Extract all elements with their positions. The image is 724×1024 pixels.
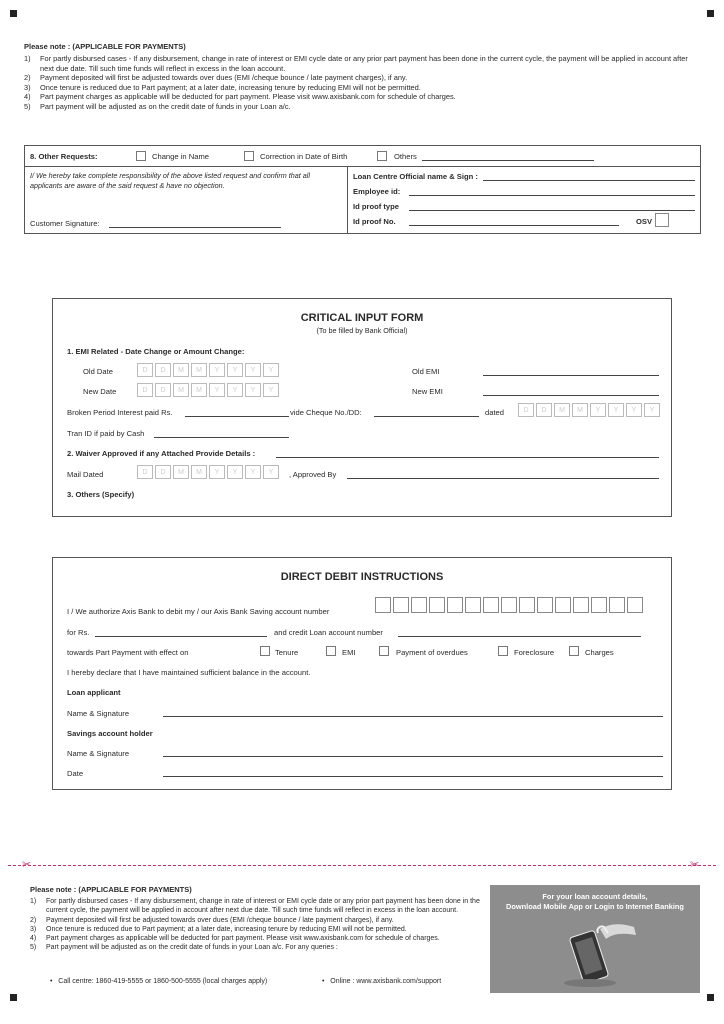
- customer-signature-label: Customer Signature:: [30, 219, 100, 228]
- payment-of-overdues-checkbox[interactable]: [379, 646, 389, 656]
- promo-line-1: For your loan account details,: [542, 892, 648, 901]
- towards-label: towards Part Payment with effect on: [67, 648, 189, 657]
- waiver-details-line[interactable]: [276, 457, 659, 458]
- registration-mark-top-left: [10, 10, 17, 17]
- osv-box[interactable]: [655, 213, 669, 227]
- dated-label: dated: [485, 408, 505, 417]
- old-date-field[interactable]: D D M M Y Y Y Y: [137, 363, 281, 377]
- payment-of-overdues-label: Payment of overdues: [396, 648, 468, 657]
- savings-holder-heading: Savings account holder: [67, 729, 153, 738]
- top-note-item: 1) For partly disbursed cases - If any disbursement, change in rate of interest or EMI cycle date or any prior part payment has been done in the current cycle, the payment will be applied in account after next due date. Till such time funds will reflect in excess in the loan account.: [24, 54, 688, 73]
- cheque-line[interactable]: [374, 416, 479, 417]
- correction-dob-checkbox[interactable]: [244, 151, 254, 161]
- bottom-note-item: 5) Part payment will be adjusted as on the credit date of funds in your Loan a/c. For any queries :: [30, 944, 338, 952]
- broken-period-line[interactable]: [185, 416, 289, 417]
- top-note-item: 5) Part payment will be adjusted as on the credit date of funds in your Loan a/c.: [24, 101, 291, 111]
- top-note-item: 4) Part payment charges as applicable will be deducted for part payment. Please visit www.axisbank.com for schedule of charges.: [24, 92, 456, 102]
- critical-form-title: CRITICAL INPUT FORM: [300, 312, 424, 324]
- scissors-right-icon: ✂: [690, 859, 700, 871]
- bottom-note-item: 4) Part payment charges as applicable will be deducted for part payment. Please visit www.axisbank.com for schedule of charges.: [30, 935, 440, 943]
- savings-holder-name-sign-line[interactable]: [163, 756, 663, 757]
- loan-applicant-name-sign-label: Name & Signature: [67, 709, 130, 718]
- employee-id-line[interactable]: [409, 195, 695, 196]
- direct-debit-box: [52, 557, 672, 790]
- top-notes: [24, 42, 696, 112]
- approved-by-line[interactable]: [347, 478, 659, 479]
- approved-by-label: , Approved By: [289, 470, 337, 479]
- phone-hand-icon: [552, 919, 642, 989]
- customer-signature-line[interactable]: [109, 227, 281, 228]
- bottom-notes-title: Please note : (APPLICABLE FOR PAYMENTS): [30, 885, 192, 894]
- bottom-note-item: 1) For partly disbursed cases - If any disbursement, change in rate of interest or EMI cycle date or any prior part payment has been done in the current cycle, the payment will be applied in account after next due date. Till such time funds will reflect in excess in the loan account.: [30, 898, 480, 915]
- old-emi-line[interactable]: [483, 375, 659, 376]
- date-label: Date: [67, 769, 84, 778]
- id-proof-no-line[interactable]: [409, 225, 619, 226]
- id-proof-type-line[interactable]: [409, 210, 695, 211]
- id-proof-no-label: Id proof No.: [353, 217, 396, 226]
- mail-date-field[interactable]: D D M M Y Y Y Y: [137, 465, 281, 479]
- cheque-date-field[interactable]: D D M M Y Y Y Y: [518, 403, 662, 417]
- new-emi-line[interactable]: [483, 395, 659, 396]
- emi-checkbox[interactable]: [326, 646, 336, 656]
- loan-account-line[interactable]: [398, 636, 641, 637]
- savings-account-number-field[interactable]: [375, 597, 645, 613]
- online-support-text: • Online : www.axisbank.com/support: [322, 978, 442, 985]
- loan-applicant-name-sign-line[interactable]: [163, 716, 663, 717]
- tran-id-label: Tran ID if paid by Cash: [67, 429, 145, 438]
- top-note-item: 3) Once tenure is reduced due to Part payment; at a later date, increasing tenure by reducing EMI will not be permitted.: [24, 82, 421, 92]
- new-date-label: New Date: [83, 387, 117, 396]
- change-in-name-checkbox[interactable]: [136, 151, 146, 161]
- registration-mark-bottom-left: [10, 994, 17, 1001]
- id-proof-type-label: Id proof type: [353, 202, 399, 211]
- charges-checkbox[interactable]: [569, 646, 579, 656]
- new-emi-label: New EMI: [412, 387, 443, 396]
- charges-label: Charges: [585, 648, 614, 657]
- top-notes-title: Please note : (APPLICABLE FOR PAYMENTS): [24, 42, 186, 51]
- cheque-label: vide Cheque No./DD:: [290, 408, 362, 417]
- loan-centre-official-label: Loan Centre Official name & Sign :: [353, 172, 478, 181]
- direct-debit-title: DIRECT DEBIT INSTRUCTIONS: [280, 571, 444, 583]
- emi-label: EMI: [342, 648, 356, 657]
- foreclosure-label: Foreclosure: [514, 648, 555, 657]
- employee-id-label: Employee id:: [353, 187, 401, 196]
- balance-declaration: I hereby declare that I have maintained sufficient balance in the account.: [67, 668, 311, 677]
- savings-holder-name-sign-label: Name & Signature: [67, 749, 130, 758]
- tran-id-line[interactable]: [154, 437, 289, 438]
- foreclosure-checkbox[interactable]: [498, 646, 508, 656]
- emi-related-heading: 1. EMI Related - Date Change or Amount Change:: [67, 347, 245, 356]
- critical-input-form: [52, 298, 672, 517]
- others-specify-heading: 3. Others (Specify): [67, 490, 135, 499]
- old-emi-label: Old EMI: [412, 367, 440, 376]
- declaration-text: I/ We hereby take complete responsibility of the above listed request and confirm that all applicants are aware of the said request & have no objection.: [30, 171, 310, 190]
- bottom-note-item: 2) Payment deposited will first be adjusted towards over dues (EMI /cheque bounce / late payment charges), if any.: [30, 916, 394, 924]
- mobile-app-promo: [490, 885, 700, 993]
- osv-label: OSV: [636, 217, 653, 226]
- others-label: Others: [394, 152, 417, 161]
- registration-mark-bottom-right: [707, 994, 714, 1001]
- other-requests-box: [24, 145, 701, 234]
- tenure-checkbox[interactable]: [260, 646, 270, 656]
- promo-line-2: Download Mobile App or Login to Internet Banking: [506, 901, 684, 911]
- bottom-notes-list: [30, 897, 480, 953]
- other-requests-label: 8. Other Requests:: [30, 152, 98, 161]
- broken-period-label: Broken Period Interest paid Rs.: [67, 408, 173, 417]
- loan-applicant-heading: Loan applicant: [67, 688, 121, 697]
- others-input-line[interactable]: [422, 160, 594, 161]
- date-line[interactable]: [163, 776, 663, 777]
- top-note-item: 2) Payment deposited will first be adjusted towards over dues (EMI /cheque bounce / late payment charges), if any.: [24, 73, 408, 83]
- new-date-field[interactable]: D D M M Y Y Y Y: [137, 383, 281, 397]
- waiver-heading: 2. Waiver Approved if any Attached Provide Details :: [67, 449, 256, 458]
- call-centre-text: • Call centre: 1860-419-5555 or 1860-500-5555 (local charges apply): [50, 978, 268, 985]
- old-date-label: Old Date: [83, 367, 113, 376]
- credit-loan-label: and credit Loan account number: [274, 628, 383, 637]
- others-checkbox[interactable]: [377, 151, 387, 161]
- critical-form-subtitle: (To be filled by Bank Official): [316, 326, 408, 335]
- top-notes-list: [24, 54, 696, 112]
- authorize-text: I / We authorize Axis Bank to debit my / our Axis Bank Saving account number: [67, 607, 330, 616]
- cut-line: [8, 865, 716, 866]
- registration-mark-top-right: [707, 10, 714, 17]
- for-rs-label: for Rs.: [67, 628, 90, 637]
- scissors-left-icon: ✂: [22, 859, 32, 871]
- mail-dated-label: Mail Dated: [67, 470, 104, 479]
- bottom-notes: [30, 885, 480, 985]
- amount-line[interactable]: [95, 636, 267, 637]
- bottom-note-item: 3) Once tenure is reduced due to Part payment; at a later date, increasing tenure by reducing EMI will not be permitted.: [30, 925, 407, 933]
- tenure-label: Tenure: [275, 648, 299, 657]
- correction-dob-label: Correction in Date of Birth: [260, 152, 348, 161]
- change-in-name-label: Change in Name: [152, 152, 209, 161]
- loan-centre-official-line[interactable]: [483, 180, 695, 181]
